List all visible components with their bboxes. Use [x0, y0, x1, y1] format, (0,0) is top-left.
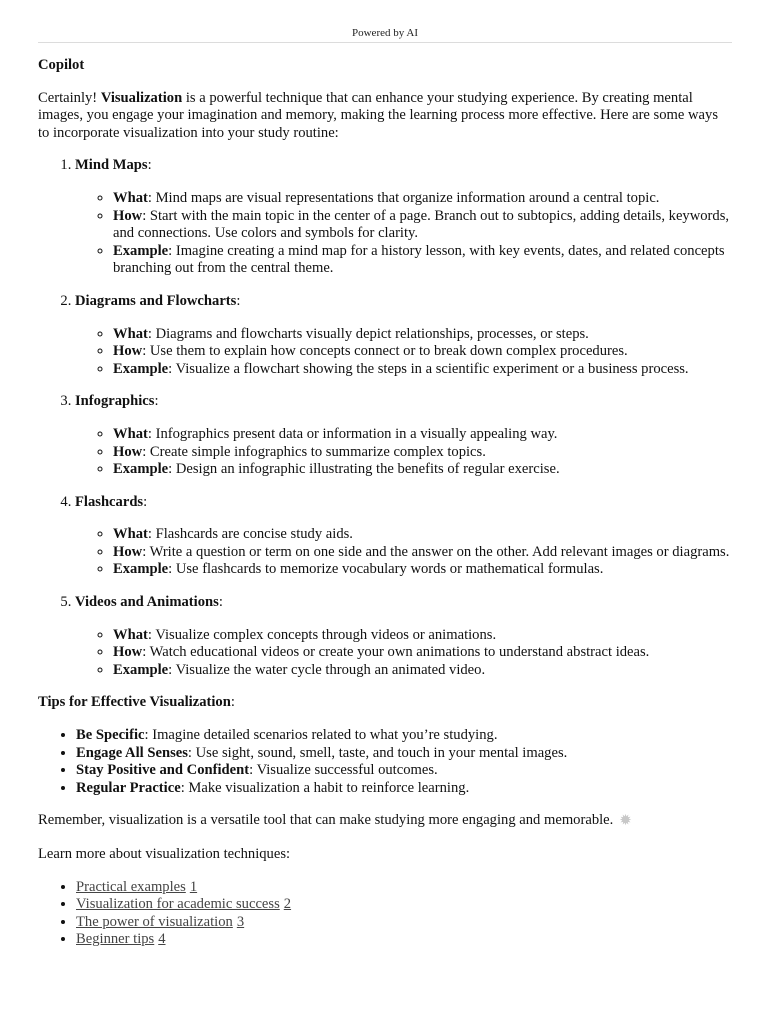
link-item [76, 914, 732, 932]
learn-more-heading: Learn more about visualization techniques: [38, 846, 291, 862]
response-content [38, 57, 732, 949]
technique-details [75, 326, 732, 379]
citation-number[interactable]: 3 [236, 913, 245, 930]
tips-heading: Tips for Effective Visualization: [38, 694, 235, 711]
technique-title: Mind Maps [75, 157, 148, 174]
technique-details [75, 526, 732, 579]
author-label: Copilot [38, 57, 85, 73]
detail-item: ◦ How: Create simple infographics to summarize complex topics. [113, 444, 732, 462]
intro-pre: Certainly! [38, 89, 101, 106]
detail-item: ◦ Example: Imagine creating a mind map for a history lesson, with key events, dates, and related concepts branching out from the central theme. [113, 243, 732, 278]
tips-list [38, 727, 732, 797]
detail-item: ◦ What: Diagrams and flowcharts visually depict relationships, processes, or steps. [113, 326, 732, 344]
tip-item: • Stay Positive and Confident: Visualize successful outcomes. [76, 762, 732, 780]
tip-item: • Regular Practice: Make visualization a habit to reinforce learning. [76, 780, 732, 798]
intro-post: is a powerful technique that can enhance your studying experience. By creating mental images, you engage your imagination and memory, making the learning process more effective. Here are some ways to incorporate visualization into your study routine: [38, 89, 718, 141]
technique-item: 5. Videos and Animations: ◦ What: Visualize complex concepts through videos or animations. ◦ How: Watch educational videos or create your own animations to understand abstract ideas. ◦ Example: Visualize the water cycle through an animated video. [75, 594, 732, 679]
technique-title: Flashcards [75, 493, 144, 510]
detail-item: ◦ Example: Visualize a flowchart showing the steps in a scientific experiment or a business process. [113, 361, 732, 379]
detail-item: ◦ How: Start with the main topic in the center of a page. Branch out to subtopics, adding details, keywords, and connections. Use colors and symbols for clarity. [113, 208, 732, 243]
detail-item: ◦ How: Watch educational videos or create your own animations to understand abstract ideas. [113, 644, 732, 662]
technique-list [38, 157, 732, 679]
detail-item: ◦ Example: Visualize the water cycle through an animated video. [113, 662, 732, 680]
citation-number[interactable]: 1 [189, 878, 198, 895]
closing-paragraph: Remember, visualization is a versatile tool that can make studying more engaging and memorable. ✹ [38, 812, 632, 830]
detail-item: ◦ How: Write a question or term on one side and the answer on the other. Add relevant images or diagrams. [113, 544, 732, 562]
intro-paragraph [38, 90, 732, 143]
link-item [76, 896, 732, 914]
detail-item: ◦ What: Infographics present data or information in a visually appealing way. [113, 426, 732, 444]
technique-details [75, 426, 732, 479]
link-academic-success[interactable]: Visualization for academic success [76, 896, 280, 913]
sparkle-icon: ✹ [619, 813, 632, 830]
tip-item: • Be Specific: Imagine detailed scenarios related to what you’re studying. [76, 727, 732, 745]
powered-by-header: Powered by AI [38, 26, 732, 43]
detail-item: ◦ What: Visualize complex concepts through videos or animations. [113, 627, 732, 645]
detail-item: ◦ Example: Design an infographic illustrating the benefits of regular exercise. [113, 461, 732, 479]
link-practical-examples[interactable]: Practical examples [76, 878, 186, 895]
technique-title: Infographics [75, 393, 155, 410]
technique-item: 4. Flashcards: ◦ What: Flashcards are concise study aids. ◦ How: Write a question or term on one side and the answer on the other. Add relevant images or diagrams. ◦ Example: Use flashcards to memorize vocabulary words or mathematical formulas. [75, 494, 732, 579]
link-item [76, 931, 732, 949]
link-power-of-visualization[interactable]: The power of visualization [76, 913, 233, 930]
citation-number[interactable]: 4 [158, 931, 166, 948]
technique-item: 1. Mind Maps: ◦ What: Mind maps are visual representations that organize information around a central topic. ◦ How: Start with the main topic in the center of a page. Branch out to subtopics, adding details, keywords, and connections. Use colors and symbols for clarity. ◦ Example: Imagine creating a mind map for a history lesson, with key events, dates, and related concepts branching out from the central theme. [75, 157, 732, 278]
detail-item: ◦ Example: Use flashcards to memorize vocabulary words or mathematical formulas. [113, 561, 732, 579]
technique-title: Videos and Animations [75, 594, 219, 611]
technique-details [75, 627, 732, 680]
tip-item: • Engage All Senses: Use sight, sound, smell, taste, and touch in your mental images. [76, 745, 732, 763]
link-beginner-tips[interactable]: Beginner tips [76, 931, 155, 948]
technique-details [75, 190, 732, 278]
technique-item: 3. Infographics: ◦ What: Infographics present data or information in a visually appealing way. ◦ How: Create simple infographics to summarize complex topics. ◦ Example: Design an infographic illustrating the benefits of regular exercise. [75, 393, 732, 478]
technique-title: Diagrams and Flowcharts [75, 292, 237, 309]
citation-number[interactable]: 2 [283, 896, 292, 913]
learn-more-links [38, 879, 732, 949]
intro-bold: Visualization [100, 89, 183, 106]
technique-item: 2. Diagrams and Flowcharts: ◦ What: Diagrams and flowcharts visually depict relationships, processes, or steps. ◦ How: Use them to explain how concepts connect or to break down complex procedures. ◦ Example: Visualize a flowchart showing the steps in a scientific experiment or a business process. [75, 293, 732, 378]
detail-item: ◦ What: Mind maps are visual representations that organize information around a central topic. [113, 190, 732, 208]
detail-item: ◦ How: Use them to explain how concepts connect or to break down complex procedures. [113, 343, 732, 361]
link-item [76, 879, 732, 897]
detail-item: ◦ What: Flashcards are concise study aids. [113, 526, 732, 544]
